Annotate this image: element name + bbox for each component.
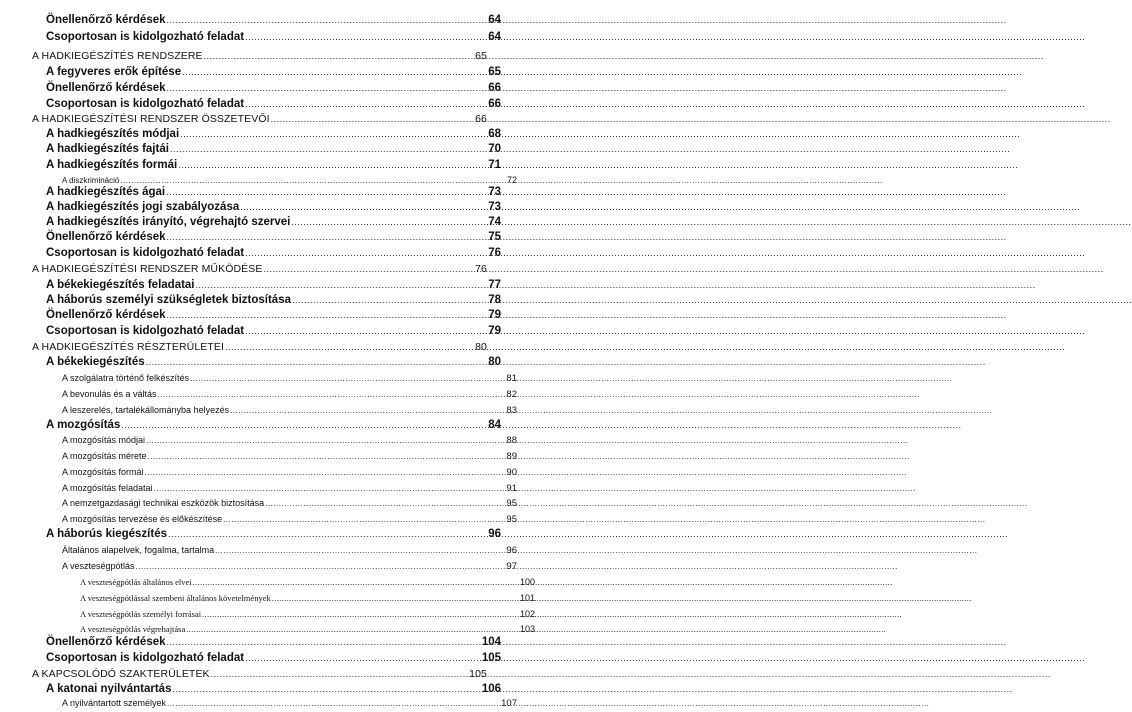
toc-entry[interactable] [0, 216, 532, 228]
toc-entry-page: 78 [488, 294, 501, 306]
toc-entry-title: A mozgósítás [46, 419, 121, 431]
toc-entry-title: Csoportosan is kidolgozható feladat [46, 247, 245, 259]
dot-leader [230, 406, 494, 415]
toc-entry[interactable] [0, 279, 532, 291]
dot-leader [245, 32, 478, 42]
toc-entry-page: 76 [488, 247, 501, 259]
toc-subentry-title: A mozgósítás mérete [62, 451, 147, 461]
dot-leader [167, 310, 478, 320]
dot-leader [211, 669, 464, 679]
toc-entry-page: 68 [488, 128, 501, 140]
toc-chapter[interactable] [0, 341, 518, 353]
toc-subentry-page: 95 [506, 514, 517, 525]
toc-subentry-page: 89 [506, 451, 517, 462]
toc-entry-title: A hadkiegészítés fajtái [46, 143, 169, 155]
toc-entry-page: 75 [488, 231, 501, 243]
toc-subentry-page: 96 [506, 545, 517, 556]
toc-subentry[interactable] [0, 561, 548, 572]
toc-entry-title: Önellenőrző kérdések [46, 14, 166, 26]
toc-entry[interactable] [0, 247, 532, 259]
toc-entry[interactable] [0, 231, 532, 243]
toc-entry[interactable] [0, 294, 532, 306]
toc-entry[interactable] [0, 186, 532, 198]
toc-entry-page: 71 [488, 159, 501, 171]
toc-chapter-title: A KAPCSOLÓDÓ SZAKTERÜLETEK [32, 668, 210, 680]
toc-entry[interactable] [0, 82, 532, 94]
toc-entry-title: Önellenőrző kérdések [46, 309, 166, 321]
dot-leader [145, 468, 494, 477]
toc-subentry-page: 101 [519, 593, 535, 603]
dot-leader [167, 637, 478, 647]
toc-subentry-title: A mozgósítás módjai [62, 435, 146, 445]
dot-leader [271, 114, 464, 124]
toc-entry-title: Csoportosan is kidolgozható feladat [46, 325, 245, 337]
toc-entry-title: A hadkiegészítés irányító, végrehajtó szervei [46, 216, 291, 228]
toc-entry-title: A békekiegészítés [46, 356, 145, 368]
toc-entry-page: 66 [488, 82, 501, 94]
toc-subentry[interactable] [0, 405, 548, 416]
toc-subentry-title: A veszteségpótlás végrehajtása [80, 624, 186, 634]
toc-subentry[interactable] [0, 451, 548, 462]
toc-entry[interactable] [0, 683, 532, 695]
toc-subentry[interactable] [0, 467, 548, 478]
toc-subentry[interactable] [0, 175, 548, 185]
toc-entry-page: 84 [488, 419, 501, 431]
dot-leader [265, 499, 494, 508]
dot-leader [245, 653, 478, 663]
toc-subentry-page: 88 [506, 435, 517, 446]
dot-leader [263, 264, 464, 274]
toc-entry-page: 64 [488, 31, 501, 43]
toc-entry-title: A békekiegészítés feladatai [46, 279, 195, 291]
toc-chapter-page: 65 [475, 50, 487, 62]
dot-leader [240, 202, 478, 212]
toc-subentry-title: A mozgósítás feladatai [62, 483, 153, 493]
toc-subentry-page: 107 [501, 698, 517, 709]
dot-leader [158, 390, 494, 399]
toc-subentry-title: A szolgálatra történő felkészítés [62, 373, 190, 383]
toc-subentry-page: 90 [506, 467, 517, 478]
toc-subentry-title: A leszerelés, tartalékállományba helyezés [62, 405, 230, 415]
toc-entry-page: 79 [488, 325, 501, 337]
dot-leader [186, 625, 512, 634]
dot-leader [167, 699, 494, 708]
dot-leader [292, 295, 478, 305]
dot-leader [245, 248, 478, 258]
toc-entry-title: Önellenőrző kérdések [46, 82, 166, 94]
dot-leader [272, 594, 512, 603]
toc-entry[interactable] [0, 636, 532, 648]
toc-entry[interactable] [0, 143, 532, 155]
toc-subentry[interactable] [0, 373, 548, 384]
toc-chapter[interactable] [0, 50, 518, 62]
toc-entry[interactable] [0, 201, 532, 213]
toc-entry-page: 79 [488, 309, 501, 321]
toc-subentry[interactable] [0, 498, 548, 509]
dot-leader [146, 357, 478, 367]
dot-leader [121, 420, 478, 430]
toc-subentry-page: 102 [519, 609, 535, 619]
toc-subentry-page: 81 [506, 373, 517, 384]
toc-subentry[interactable] [0, 389, 548, 400]
toc-entry[interactable] [0, 309, 532, 321]
toc-entry[interactable] [0, 159, 532, 171]
table-of-contents [0, 0, 535, 712]
toc-entry-page: 70 [488, 143, 501, 155]
toc-chapter-title: A HADKIEGÉSZÍTÉS RENDSZERE [32, 50, 203, 62]
toc-entry-page: 77 [488, 279, 501, 291]
toc-entry-title: A fegyveres erők építése [46, 66, 182, 78]
toc-subentry[interactable] [0, 435, 548, 446]
toc-subentry-page: 95 [506, 498, 517, 509]
toc-entry[interactable] [0, 528, 532, 540]
dot-leader [167, 83, 478, 93]
toc-chapter-title: A HADKIEGÉSZÍTÉSI RENDSZER MŰKÖDÉSE [32, 263, 263, 275]
toc-entry-title: A katonai nyilvántartás [46, 683, 172, 695]
toc-entry[interactable] [0, 325, 532, 337]
toc-subentry-title: A nyilvántartott személyek [62, 698, 167, 708]
toc-entry-page: 64 [488, 14, 501, 26]
dot-leader [190, 374, 494, 383]
toc-chapter[interactable] [0, 668, 518, 680]
toc-subentry-page: 91 [506, 483, 517, 494]
dot-leader [146, 436, 494, 445]
toc-entry-page: 104 [481, 636, 501, 648]
toc-subentry[interactable] [0, 609, 566, 619]
toc-entry-title: A háborús személyi szükségletek biztosítása [46, 294, 291, 306]
toc-entry-title: Önellenőrző kérdések [46, 231, 166, 243]
dot-leader [168, 529, 478, 539]
toc-subentry-title: Általános alapelvek, fogalma, tartalma [62, 545, 215, 555]
dot-leader [225, 342, 464, 352]
toc-entry[interactable] [0, 128, 532, 140]
toc-entry-page: 73 [488, 186, 501, 198]
toc-subentry-title: A diszkrimináció [62, 176, 120, 185]
toc-entry[interactable] [0, 66, 532, 78]
toc-entry[interactable] [0, 14, 532, 26]
toc-subentry-page: 103 [519, 624, 535, 634]
dot-leader [202, 610, 512, 619]
toc-chapter-page: 105 [469, 668, 487, 680]
dot-leader [245, 99, 478, 109]
dot-leader [178, 160, 478, 170]
toc-entry[interactable] [0, 98, 532, 110]
toc-entry[interactable] [0, 31, 532, 43]
toc-subentry[interactable] [0, 545, 548, 556]
dot-leader [167, 232, 478, 242]
toc-chapter-page: 66 [475, 113, 487, 125]
toc-chapter-title: A HADKIEGÉSZÍTÉS RÉSZTERÜLETEI [32, 341, 225, 353]
dot-leader [154, 484, 494, 493]
toc-subentry[interactable] [0, 698, 548, 709]
toc-subentry-page: 82 [506, 389, 517, 400]
toc-entry-title: Csoportosan is kidolgozható feladat [46, 98, 245, 110]
toc-subentry-title: A mozgósítás formái [62, 467, 144, 477]
toc-entry-title: A hadkiegészítés ágai [46, 186, 166, 198]
toc-entry[interactable] [0, 356, 532, 368]
toc-entry-title: A háborús kiegészítés [46, 528, 168, 540]
dot-leader [148, 452, 494, 461]
toc-subentry-title: A veszteségpótlással szembeni általános követelmények [80, 593, 271, 603]
toc-entry-page: 65 [488, 66, 501, 78]
toc-subentry[interactable] [0, 577, 566, 587]
dot-leader [167, 15, 478, 25]
toc-entry-page: 73 [488, 201, 501, 213]
dot-leader [291, 217, 478, 227]
toc-subentry[interactable] [0, 514, 548, 525]
toc-subentry-title: A veszteségpótlás általános elvei [80, 577, 192, 587]
toc-entry-title: Csoportosan is kidolgozható feladat [46, 652, 245, 664]
toc-subentry-title: A nemzetgazdasági technikai eszközök biztosítása [62, 498, 265, 508]
toc-subentry-title: A veszteségpótlás [62, 561, 135, 571]
toc-entry-title: A hadkiegészítés módjai [46, 128, 180, 140]
toc-entry-page: 66 [488, 98, 501, 110]
toc-entry-title: Önellenőrző kérdések [46, 636, 166, 648]
toc-entry-page: 80 [488, 356, 501, 368]
toc-subentry-page: 72 [506, 175, 517, 185]
dot-leader [215, 546, 494, 555]
toc-chapter-page: 80 [475, 341, 487, 353]
toc-subentry-page: 100 [519, 577, 535, 587]
toc-chapter-title: A HADKIEGÉSZÍTÉSI RENDSZER ÖSSZETEVŐI [32, 113, 270, 125]
toc-entry-page: 96 [488, 528, 501, 540]
toc-subentry[interactable] [0, 483, 548, 494]
dot-leader [170, 144, 478, 154]
dot-leader [196, 280, 478, 290]
toc-entry[interactable] [0, 419, 532, 431]
dot-leader [193, 578, 512, 587]
toc-entry-page: 105 [481, 652, 501, 664]
dot-leader [182, 67, 478, 77]
toc-chapter[interactable] [0, 263, 518, 275]
toc-subentry-title: A bevonulás és a váltás [62, 389, 157, 399]
toc-subentry-page: 97 [506, 561, 517, 572]
toc-subentry[interactable] [0, 593, 566, 603]
toc-subentry[interactable] [0, 624, 566, 634]
toc-entry-page: 74 [488, 216, 501, 228]
dot-leader [245, 326, 478, 336]
toc-chapter[interactable] [0, 113, 518, 125]
toc-entry[interactable] [0, 652, 532, 664]
toc-subentry-title: A mozgósítás tervezése és előkészítése [62, 514, 223, 524]
dot-leader [136, 562, 494, 571]
toc-entry-page: 106 [481, 683, 501, 695]
toc-entry-title: A hadkiegészítés formái [46, 159, 178, 171]
dot-leader [223, 515, 494, 524]
toc-subentry-title: A veszteségpótlás személyi forrásai [80, 609, 202, 619]
toc-entry-title: A hadkiegészítés jogi szabályozása [46, 201, 240, 213]
toc-subentry-page: 83 [506, 405, 517, 416]
toc-entry-title: Csoportosan is kidolgozható feladat [46, 31, 245, 43]
dot-leader [172, 684, 478, 694]
dot-leader [204, 51, 464, 61]
dot-leader [166, 187, 478, 197]
dot-leader [180, 129, 478, 139]
dot-leader [120, 176, 494, 185]
toc-chapter-page: 76 [475, 263, 487, 275]
